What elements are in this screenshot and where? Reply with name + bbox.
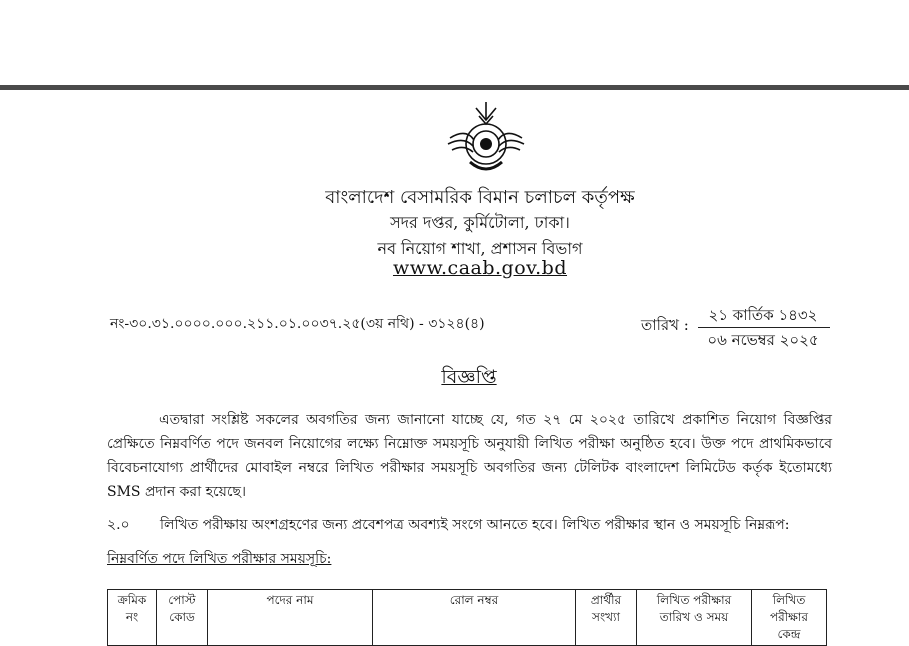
notice-paragraph-1 xyxy=(107,408,832,504)
date-divider xyxy=(698,327,830,328)
schedule-heading: নিম্নবর্ণিত পদে লিখিত পরীক্ষার সময়সূচি: xyxy=(107,551,332,567)
exam-schedule-table xyxy=(107,589,827,646)
paragraph-2-number: ২.০ xyxy=(107,517,130,533)
date-gregorian: ০৬ নভেম্বর ২০২৫ xyxy=(707,331,819,349)
table-header-row xyxy=(108,590,827,646)
notice-title: বিজ্ঞপ্তি xyxy=(441,366,497,388)
col-candidate-count: প্রার্থীর সংখ্যা xyxy=(576,590,637,646)
date-label: তারিখ : xyxy=(641,316,689,334)
col-roll-number: রোল নম্বর xyxy=(373,590,576,646)
notice-paragraph-2: লিখিত পরীক্ষায় অংশগ্রহণের জন্য প্রবেশপত্র অবশ্যই সংগে আনতে হবে। লিখিত পরীক্ষার স্থান ও সময়সূচি নিম্নরূপ: xyxy=(160,517,790,533)
organization-address: সদর দপ্তর, কুর্মিটোলা, ঢাকা। xyxy=(390,213,570,232)
col-exam-date-time: লিখিত পরীক্ষার তারিখ ও সময় xyxy=(637,590,752,646)
col-post-code: পোস্ট কোড xyxy=(157,590,208,646)
date-bangla: ২১ কার্তিক ১৪৩২ xyxy=(708,306,818,324)
col-exam-center: লিখিত পরীক্ষার কেন্দ্র xyxy=(752,590,827,646)
col-post-name: পদের নাম xyxy=(208,590,373,646)
top-separator-bar xyxy=(0,85,909,90)
caab-emblem-icon xyxy=(446,98,526,178)
organization-name: বাংলাদেশ বেসামরিক বিমান চলাচল কর্তৃপক্ষ xyxy=(325,187,635,208)
memo-number: নং-৩০.৩১.০০০০.০০০.২১১.০১.০০৩৭.২৫(৩য় নথি) - ৩১২৪(৪) xyxy=(110,316,485,332)
department-name: নব নিয়োগ শাখা, প্রশাসন বিভাগ xyxy=(377,239,583,258)
col-serial: ক্রমিক নং xyxy=(108,590,157,646)
website-link[interactable]: www.caab.gov.bd xyxy=(392,257,568,279)
notice-paragraph-1-text: এতদ্বারা সংশ্লিষ্ট সকলের অবগতির জন্য জানানো যাচ্ছে যে, গত ২৭ মে ২০২৫ তারিখে প্রকাশিত নিয়োগ বিজ্ঞপ্তির প্রেক্ষিতে নিম্নবর্ণিত পদে জনবল নিয়োগের লক্ষ্যে নিম্নোক্ত সময়সূচি অনুযায়ী লিখিত পরীক্ষা অনুষ্ঠিত হবে। উক্ত পদে প্রাথমিকভাবে বিবেচনাযোগ্য প্রার্থীদের মোবাইল নম্বরে লিখিত পরীক্ষার সময়সূচি অবগতির জন্য টেলিটক বাংলাদেশ লিমিটেড কর্তৃক ইতোমধ্যে SMS প্রদান করা হয়েছে। xyxy=(107,412,832,500)
